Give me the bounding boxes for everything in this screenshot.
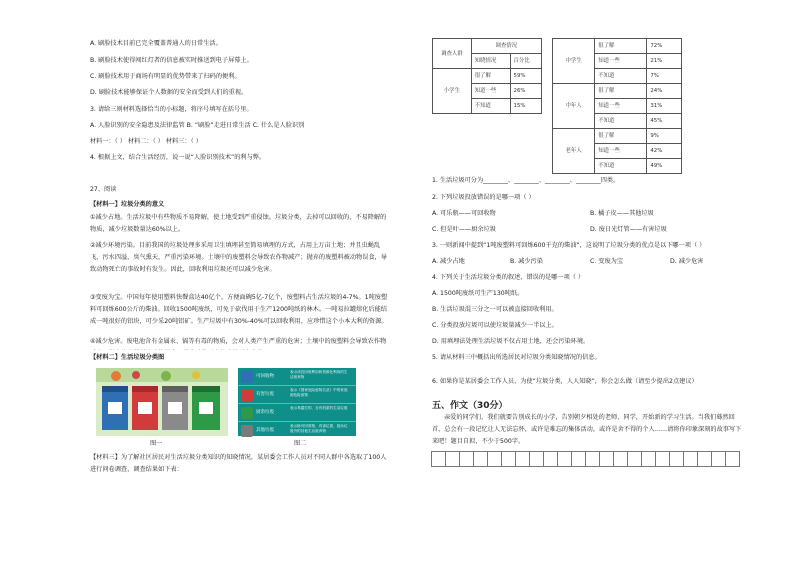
waste-categories-figure <box>238 368 356 436</box>
essay-prompt: 亲爱的同学们，我们就要告别成长的小学，告别朝夕相处的老师、同学，开始新的学习生活。当我们蓦然回首，总会有一段记忆让人无法忘怀，或许是难忘的集体活动，或许是舍不得的个人……请将你印象深刻的故事写下来吧！题目自拟，不少于500字。 <box>432 414 742 445</box>
right-q3-option-c: C. 变废为宝 <box>590 258 624 265</box>
table-header-group: 调查人群 <box>433 39 472 69</box>
category-description: 表示《国家危险废物名录》中的家庭源危险废物 <box>290 388 348 397</box>
right-q4-option-c: C. 分类投放垃圾可以使垃圾量减少一半以上。 <box>432 322 558 329</box>
table-cell: 9% <box>647 129 682 144</box>
category-row <box>238 368 356 386</box>
table-cell: 很了解 <box>471 69 510 84</box>
right-q2-option-c: C. 但是叶——厨余垃圾 <box>432 226 496 233</box>
trash-bins-figure <box>96 368 228 436</box>
table-cell: 42% <box>647 144 682 159</box>
category-name: 厨余垃圾 <box>256 410 274 415</box>
category-description: 表示易腐烂的、含有机质的生活垃圾 <box>290 406 348 410</box>
category-icon <box>241 371 253 383</box>
table-cell: 24% <box>647 84 682 99</box>
right-q3-option-a: A. 减少占地 <box>432 258 465 265</box>
material-1-para-3: ③变废为宝。中国每年使用塑料快餐盒达40亿个，方便面碗5亿-7亿个，废塑料占生活垃圾的4-7%。1吨废塑料可回炼600公斤的柴油。回收1500吨废纸，可免于砍伐用于生产1200吨纸的林木。一吨易拉罐熔化后能结成一吨很好的铝块，可少采20吨铝矿。生产垃圾中有30%-40%可以回收利用，应珍惜这个小本大利的资源。 <box>90 294 388 325</box>
category-icon <box>241 425 253 437</box>
material-1-title: 【材料一】垃圾分类的意义 <box>90 201 165 208</box>
table-cell: 31% <box>647 99 682 114</box>
material-1-para-1: ①减少占地。生活垃圾中有些物质不易降解，使土地受到严重侵蚀。垃圾分类，去掉可以回收的、不易降解的物质，减少垃圾数量达60%以上。 <box>90 214 387 233</box>
material-3-title: 【材料三】为了解社区居民对生活垃圾分类知识的知晓情况，某居委会工作人员对不同人群中各选取了100人进行问卷调查，调查结果如下表： <box>90 454 387 473</box>
table-cell: 很了解 <box>595 39 647 54</box>
table-header-pct: 百分比 <box>510 54 541 69</box>
question-4: 4. 根据上文，结合生活经历，说一说“人脸识别技术”的利与弊。 <box>90 154 266 161</box>
category-name: 有害垃圾 <box>256 392 274 397</box>
category-icon <box>241 407 253 419</box>
table-cell: 很了解 <box>595 84 647 99</box>
right-q2-option-a: A. 可乐瓶——可回收物 <box>432 210 496 217</box>
table-group-label: 中年人 <box>553 84 595 129</box>
option-c: C. 刷脸技术用于商场有明显的优势带来了扫码的便利。 <box>90 73 241 80</box>
right-question-3: 3. 一则新闻中提到“1吨废塑料可回炼600千克的柴油”，这说明了垃圾分类的优点是以下哪一项（ ） <box>432 242 706 249</box>
survey-table-students <box>432 38 542 114</box>
table-cell: 7% <box>647 69 682 84</box>
right-q2-option-d: D. 废日光灯管——有害垃圾 <box>590 226 667 233</box>
table-cell: 不知道 <box>471 99 510 114</box>
option-a: A. 刷脸技术目前已完全覆盖普通人的日常生活。 <box>90 40 222 47</box>
option-b: B. 刷脸技术使得闯红灯者的信息被实时推送到电子屏幕上。 <box>90 57 253 64</box>
table-cell: 不知道 <box>595 69 647 84</box>
category-name: 其他垃圾 <box>256 428 274 433</box>
table-cell: 知道一些 <box>595 99 647 114</box>
figure-1-caption: 图一 <box>150 440 163 447</box>
category-row <box>238 404 356 422</box>
right-question-4: 4. 下列关于生活垃圾分类的叙述，错误的是哪一项（ ） <box>432 274 585 281</box>
question-3-options: A. 人脸识别的安全隐患及法律监管 B. “刷脸”走进日常生活 C. 什么是人脸识别 <box>90 122 305 129</box>
section-5-heading: 五、作文（30分） <box>432 401 508 411</box>
table-cell: 21% <box>647 54 682 69</box>
table-header-know: 知晓情况 <box>471 54 510 69</box>
category-description: 表示适宜回收利用和资源化利用的生活废弃物 <box>290 370 348 379</box>
material-2-title: 【材料二】生活垃圾分类图 <box>90 354 165 361</box>
question-27: 27、阅读 <box>90 186 117 193</box>
material-1-para-2: ②减少环境污染。目前我国的垃圾处理多采用卫生填埋甚至简易填埋的方式，占用上万亩土地；并且虫蝇乱飞，污水四溢，臭气熏天，严重污染环境。土壤中的废塑料会导致农作物减产；抛弃的废塑料被动物误食，导致动物死亡的事故时有发生。因此，回收利用垃圾还可以减少危害。 <box>90 242 387 273</box>
right-question-1: 1. 生活垃圾可分为________、________、________、________四类。 <box>432 177 620 184</box>
option-d: D. 刷脸技术能够保证个人数据的安全而受到人们的重视。 <box>90 89 248 96</box>
table-group-label: 老年人 <box>553 129 595 174</box>
table-cell: 49% <box>647 159 682 174</box>
table-group-label: 小学生 <box>433 69 472 114</box>
table-cell: 知道一些 <box>595 144 647 159</box>
right-q4-option-a: A. 1500吨废纸可生产130吨纸。 <box>432 290 524 297</box>
figure-2-caption: 图二 <box>294 440 307 447</box>
category-row <box>238 422 356 440</box>
table-cell: 不知道 <box>595 159 647 174</box>
table-cell: 很了解 <box>595 129 647 144</box>
table-cell: 72% <box>647 39 682 54</box>
right-q4-option-d: D. 用填埋法处理生活垃圾不仅占用土地，还会污染环境。 <box>432 338 590 345</box>
table-cell: 知道一些 <box>471 84 510 99</box>
right-q2-option-b: B. 橘子皮——其他垃圾 <box>590 210 654 217</box>
survey-table-adults <box>552 38 682 174</box>
table-cell: 45% <box>647 114 682 129</box>
category-row <box>238 386 356 404</box>
table-group-label: 中学生 <box>553 39 595 84</box>
question-3-blanks: 材料一：（ ） 材料二：（ ） 材料三：（ ） <box>90 138 202 145</box>
right-question-6: 6. 如果你是某居委会工作人员，为使“垃圾分类，人人知晓”，你会怎么做（请至少提出2点建议） <box>432 378 698 385</box>
right-q3-option-d: D. 减少危害 <box>670 258 704 265</box>
category-description: 表示除可回收物、有害垃圾、厨余垃圾外的其他生活废弃物 <box>290 424 348 433</box>
table-cell: 知道一些 <box>595 54 647 69</box>
table-header-status: 调查情况 <box>471 39 541 54</box>
right-q4-option-b: B. 生活垃圾混三分之一可以被直接回收利用。 <box>432 306 558 313</box>
right-question-2: 2. 下列垃圾投放错误的是哪一项（ ） <box>432 194 535 201</box>
right-question-5: 5. 请从材料三中概括出所选居民对垃圾分类知晓情况的信息。 <box>432 354 601 361</box>
table-cell: 不知道 <box>595 114 647 129</box>
table-cell: 59% <box>510 69 541 84</box>
question-3: 3. 请给三则材料选择恰当的小标题，将序号填写在括号里。 <box>90 106 253 113</box>
category-name: 可回收物 <box>256 374 274 379</box>
table-cell: 15% <box>510 99 541 114</box>
table-cell: 26% <box>510 84 541 99</box>
essay-grid[interactable] <box>432 452 740 467</box>
right-q3-option-b: B. 减少污染 <box>510 258 543 265</box>
material-1-para-4: ④减少危害。废电池含有金属汞、镉等有毒的物质，会对人类产生严重的危害；土壤中的废塑料会导致农作物 <box>90 338 387 345</box>
category-icon <box>241 389 253 401</box>
